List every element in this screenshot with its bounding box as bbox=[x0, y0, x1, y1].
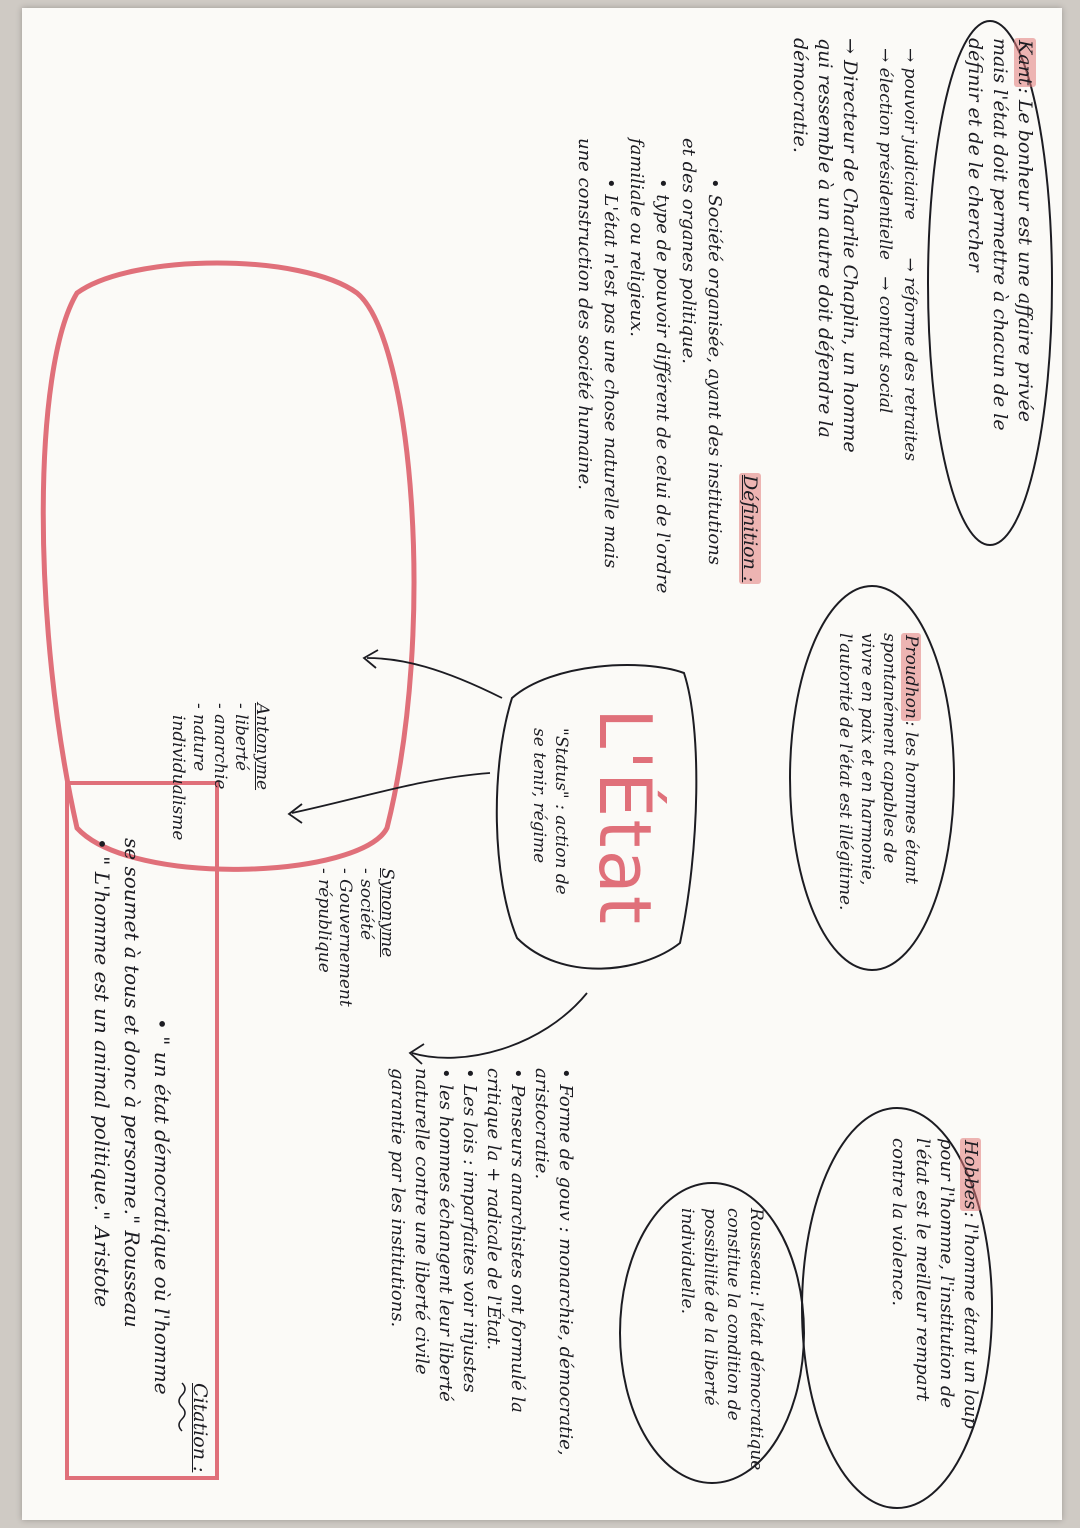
examples-list: → pouvoir judiciaire → réforme des retraites → élection présidentielle → contrat social bbox=[875, 48, 920, 462]
citation-quotes: • " un état démocratique où l'homme se soumet à tous et donc à personne." Rousseau • " L'homme est un animal politique." Aristote bbox=[90, 838, 174, 1395]
definition-heading: Définition : bbox=[739, 475, 761, 583]
synonyme-list: Synonyme - société - Gouvernement - république bbox=[314, 868, 397, 1007]
antonyme-list: Antonyme - liberté - anarchie - nature individualisme bbox=[168, 703, 272, 841]
proudhon-name: Proudhon bbox=[901, 635, 921, 719]
kant-name: Kant bbox=[1014, 40, 1036, 86]
hobbes-name: Hobbes bbox=[960, 1140, 981, 1210]
rousseau-note: Rousseau: l'état démocratique constitue la condition de possibilité de la liberté individuelle. bbox=[677, 1208, 766, 1471]
central-title: L'État bbox=[583, 708, 667, 926]
rousseau-name: Rousseau bbox=[746, 1208, 766, 1291]
general-notes: • Forme de gouv : monarchie, démocratie, aristocratie. • Penseurs anarchistes ont formulé la critique la + radicale de l'État. • Les lois : imparfaites voir injustes • les hommes échangent leur liberté naturelle contre une liberté civile garantie par les institutions. bbox=[387, 1068, 576, 1456]
chaplin-note: → Directeur de Charlie Chaplin, un homme qui ressemble à un autre doit défendre la démocratie. bbox=[789, 38, 861, 453]
mind-map bbox=[22, 8, 1062, 1520]
hobbes-note: Hobbes: l'homme étant un loup pour l'homme, l'institution de l'état est le meilleur rempart contre la violence. bbox=[888, 1138, 981, 1429]
definition-text: • Société organisée, ayant des institutions et des organes politique. • type de pouvoir différent de celui de l'ordre familiale ou religieux. • L'état n'est pas une chose naturelle mais une construction des société humaine. bbox=[574, 138, 725, 594]
etymology-note: "Status" : action de se tenir, régime bbox=[529, 728, 571, 895]
arrow-to-synonyme bbox=[412, 993, 587, 1058]
citation-heading: Citation : bbox=[189, 1383, 211, 1473]
proudhon-note: Proudhon: les hommes étant spontanément capables de vivre en paix et en harmonie, l'autorité de l'état est illégitime. bbox=[835, 633, 921, 911]
kant-note: Kant: Le bonheur est une affaire privée mais l'état doit permettre à chacun de le définir et de le chercher bbox=[964, 38, 1036, 431]
arrow-to-definition bbox=[367, 658, 502, 698]
paper-sheet bbox=[22, 8, 1062, 1520]
